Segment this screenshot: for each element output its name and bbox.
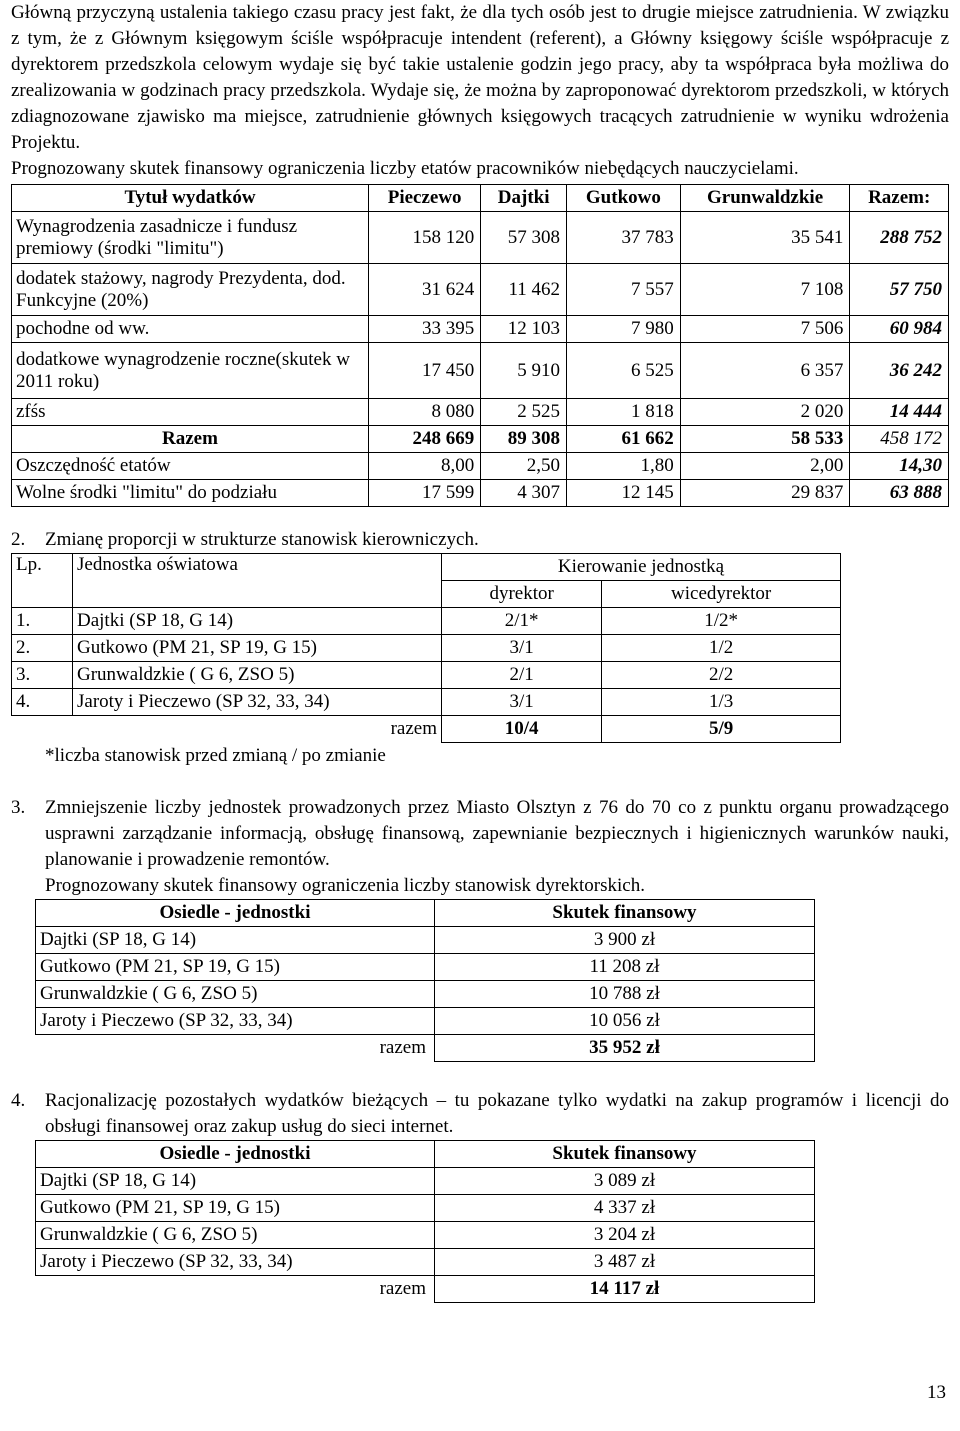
- cell: 158 120: [369, 212, 481, 264]
- header-pieczewo: Pieczewo: [369, 185, 481, 212]
- table-row: [36, 1222, 815, 1249]
- total-label: razem: [390, 718, 437, 740]
- row-label: dodatkowe wynagrodzenie roczne(skutek w 2011 roku): [12, 343, 369, 399]
- cell: 12 145: [567, 480, 681, 507]
- cell: 7 506: [680, 316, 850, 343]
- section-number: 2.: [11, 529, 26, 550]
- section-4: [11, 1088, 949, 1140]
- row-total: 63 888: [850, 480, 949, 507]
- cell: 58 533: [680, 426, 850, 453]
- cell: 33 395: [369, 316, 481, 343]
- table-header-row: [12, 554, 841, 581]
- row-total: 57 750: [850, 264, 949, 316]
- cell: 35 541: [680, 212, 850, 264]
- row-label: Wynagrodzenia zasadnicze i fundusz premiowy (środki "limitu"): [12, 212, 369, 264]
- director-cell: 2/1: [442, 662, 602, 689]
- unit-cell: Jaroty i Pieczewo (SP 32, 33, 34): [36, 1008, 435, 1035]
- row-total: 14 444: [850, 399, 949, 426]
- cell: 248 669: [369, 426, 481, 453]
- lp-cell: 2.: [12, 635, 73, 662]
- cell: 11 462: [481, 264, 567, 316]
- header-unit: Jednostka oświatowa: [73, 554, 442, 608]
- cell: 4 307: [481, 480, 567, 507]
- section-3: [11, 795, 949, 899]
- table-row: [36, 1168, 815, 1195]
- header-effect: Skutek finansowy: [435, 1141, 815, 1168]
- row-label: dodatek stażowy, nagrody Prezydenta, dod. Funkcyjne (20%): [12, 264, 369, 316]
- staff-cost-table: [11, 184, 949, 507]
- cell: 31 624: [369, 264, 481, 316]
- intro-paragraph: Główną przyczyną ustalenia takiego czasu pracy jest fakt, że dla tych osób jest to drugie miejsce zatrudnienia. W związku z tym, że z Głównym księgowym ściśle współpracuje intendent (referent), a Główny księgowy ściśle współpracuje z dyrektorem przedszkola celowym wydaje się być takie ustalenie godzin jego pracy, aby ta współpraca była możliwa do zrealizowania w godzinach pracy przedszkola. Wydaje się, że można by zaproponować dyrektorom przedszkoli, w których zdiagnozowane zjawisko ma miejsce, zatrudnienie głównych księgowych tracących zatrudnienie w wyniku wdrożenia Projektu.: [11, 2, 949, 153]
- total-value: 14 117 zł: [435, 1276, 815, 1303]
- table-header-row: [36, 900, 815, 927]
- section-number: 4.: [11, 1090, 26, 1111]
- cell: 2 020: [680, 399, 850, 426]
- unit-cell: Jaroty i Pieczewo (SP 32, 33, 34): [36, 1249, 435, 1276]
- header-unit: Osiedle - jednostki: [36, 1141, 435, 1168]
- header-lp: Lp.: [12, 554, 73, 608]
- footnote: *liczba stanowisk przed zmianą / po zmianie: [45, 745, 386, 766]
- header-unit: Osiedle - jednostki: [36, 900, 435, 927]
- sum-label: Razem: [12, 426, 369, 453]
- cell: 1 818: [567, 399, 681, 426]
- header-effect: Skutek finansowy: [435, 900, 815, 927]
- director-cell: 3/1: [442, 689, 602, 716]
- sum-total: 458 172: [850, 426, 949, 453]
- deputy-cell: 1/2*: [602, 608, 841, 635]
- deputy-cell: 1/2: [602, 635, 841, 662]
- row-total: 288 752: [850, 212, 949, 264]
- cell: 8 080: [369, 399, 481, 426]
- table-header-row: [36, 1141, 815, 1168]
- table-row: [12, 212, 949, 264]
- section-number: 3.: [11, 797, 26, 818]
- sum-row: [12, 426, 949, 453]
- director-cell: 3/1: [442, 635, 602, 662]
- cell: 7 980: [567, 316, 681, 343]
- cell: 2 525: [481, 399, 567, 426]
- header-total: Razem:: [850, 185, 949, 212]
- table-row: [12, 453, 949, 480]
- table-row: [12, 608, 841, 635]
- unit-cell: Dajtki (SP 18, G 14): [73, 608, 442, 635]
- value-cell: 3 900 zł: [435, 927, 815, 954]
- value-cell: 4 337 zł: [435, 1195, 815, 1222]
- table-row: [12, 343, 949, 399]
- total-deputy: 5/9: [602, 716, 841, 743]
- lp-cell: 3.: [12, 662, 73, 689]
- cell: 57 308: [481, 212, 567, 264]
- row-total: 14,30: [850, 453, 949, 480]
- table-row: [12, 316, 949, 343]
- cell: 61 662: [567, 426, 681, 453]
- value-cell: 3 204 zł: [435, 1222, 815, 1249]
- cell: 1,80: [567, 453, 681, 480]
- value-cell: 3 089 zł: [435, 1168, 815, 1195]
- header-deputy: wicedyrektor: [602, 581, 841, 608]
- table-row: [12, 264, 949, 316]
- table-row: [12, 689, 841, 716]
- cell: 7 557: [567, 264, 681, 316]
- section-text: Racjonalizację pozostałych wydatków bieżących – tu pokazane tylko wydatki na zakup programów i licencji do obsługi finansowej oraz zakup usług do sieci internet.: [45, 1090, 949, 1137]
- unit-cell: Dajtki (SP 18, G 14): [36, 1168, 435, 1195]
- header-management: Kierowanie jednostką: [442, 554, 841, 581]
- table-row: [36, 981, 815, 1008]
- section-2-heading: [11, 527, 949, 553]
- director-savings-table: [35, 899, 815, 1062]
- cell: 89 308: [481, 426, 567, 453]
- unit-cell: Jaroty i Pieczewo (SP 32, 33, 34): [73, 689, 442, 716]
- table-row: [12, 399, 949, 426]
- table-row: [36, 1195, 815, 1222]
- value-cell: 11 208 zł: [435, 954, 815, 981]
- table-row: [12, 480, 949, 507]
- header-grunwaldzkie: Grunwaldzkie: [680, 185, 850, 212]
- table-row: [36, 954, 815, 981]
- row-label: zfśs: [12, 399, 369, 426]
- deputy-cell: 1/3: [602, 689, 841, 716]
- document-page: [11, 0, 949, 1303]
- row-label: Oszczędność etatów: [12, 453, 369, 480]
- unit-cell: Gutkowo (PM 21, SP 19, G 15): [73, 635, 442, 662]
- section-subtitle: Prognozowany skutek finansowy ograniczenia liczby stanowisk dyrektorskich.: [45, 875, 645, 896]
- cell: 5 910: [481, 343, 567, 399]
- total-row: [36, 1035, 815, 1062]
- page-number: 13: [927, 1382, 946, 1403]
- value-cell: 3 487 zł: [435, 1249, 815, 1276]
- row-label: Wolne środki "limitu" do podziału: [12, 480, 369, 507]
- header-gutkowo: Gutkowo: [567, 185, 681, 212]
- row-total: 36 242: [850, 343, 949, 399]
- management-table: [11, 553, 841, 743]
- table-header-row: [12, 185, 949, 212]
- table-row: [36, 927, 815, 954]
- row-total: 60 984: [850, 316, 949, 343]
- unit-cell: Grunwaldzkie ( G 6, ZSO 5): [36, 1222, 435, 1249]
- lp-cell: 1.: [12, 608, 73, 635]
- header-title: Tytuł wydatków: [12, 185, 369, 212]
- cell: 29 837: [680, 480, 850, 507]
- cell: 7 108: [680, 264, 850, 316]
- cell: 17 599: [369, 480, 481, 507]
- total-director: 10/4: [442, 716, 602, 743]
- unit-cell: Dajtki (SP 18, G 14): [36, 927, 435, 954]
- table-row: [36, 1008, 815, 1035]
- header-director: dyrektor: [442, 581, 602, 608]
- table-row: [36, 1249, 815, 1276]
- software-savings-table: [35, 1140, 815, 1303]
- cell: 8,00: [369, 453, 481, 480]
- forecast-paragraph: Prognozowany skutek finansowy ograniczenia liczby etatów pracowników niebędących nauczycielami.: [11, 158, 799, 179]
- total-label: razem: [379, 1037, 426, 1059]
- director-cell: 2/1*: [442, 608, 602, 635]
- unit-cell: Grunwaldzkie ( G 6, ZSO 5): [73, 662, 442, 689]
- cell: 37 783: [567, 212, 681, 264]
- section-title: Zmianę proporcji w strukturze stanowisk kierowniczych.: [45, 529, 479, 550]
- deputy-cell: 2/2: [602, 662, 841, 689]
- row-label: pochodne od ww.: [12, 316, 369, 343]
- lp-cell: 4.: [12, 689, 73, 716]
- table-row: [12, 662, 841, 689]
- unit-cell: Grunwaldzkie ( G 6, ZSO 5): [36, 981, 435, 1008]
- value-cell: 10 056 zł: [435, 1008, 815, 1035]
- table-row: [12, 635, 841, 662]
- total-value: 35 952 zł: [435, 1035, 815, 1062]
- value-cell: 10 788 zł: [435, 981, 815, 1008]
- cell: 2,50: [481, 453, 567, 480]
- cell: 12 103: [481, 316, 567, 343]
- section-text: Zmniejszenie liczby jednostek prowadzonych przez Miasto Olsztyn z 76 do 70 co z punktu organu prowadzącego usprawni zarządzanie informacją, obsługę finansową, zapewnianie bezpiecznych i higienicznych warunków nauki, planowanie i prowadzenie remontów.: [45, 797, 949, 870]
- unit-cell: Gutkowo (PM 21, SP 19, G 15): [36, 1195, 435, 1222]
- cell: 6 525: [567, 343, 681, 399]
- cell: 2,00: [680, 453, 850, 480]
- total-row: [36, 1276, 815, 1303]
- total-row: [12, 716, 841, 743]
- total-label: razem: [379, 1278, 426, 1300]
- header-dajtki: Dajtki: [481, 185, 567, 212]
- cell: 17 450: [369, 343, 481, 399]
- cell: 6 357: [680, 343, 850, 399]
- unit-cell: Gutkowo (PM 21, SP 19, G 15): [36, 954, 435, 981]
